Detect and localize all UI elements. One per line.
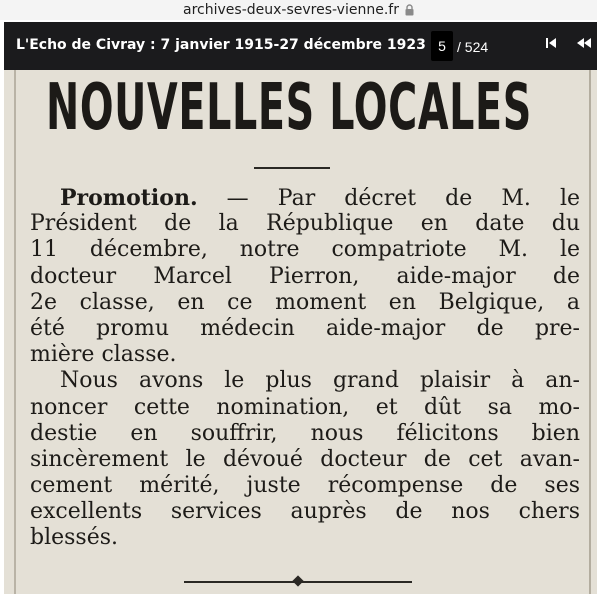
address-bar[interactable] <box>0 0 597 20</box>
page-total: / 524 <box>457 39 489 55</box>
article-line: blessés. <box>30 525 119 551</box>
article-line: Président de la République en date du <box>30 211 580 237</box>
article-line: mière classe. <box>30 342 177 368</box>
lock-icon <box>405 4 414 16</box>
article-line: noncer cette nomination, et dût sa mo- <box>30 394 580 420</box>
previous-page-icon <box>576 36 592 54</box>
article-body <box>30 185 580 552</box>
divider-ornament <box>292 575 303 586</box>
article-line: cement mérité, juste récompense de ses <box>30 473 580 499</box>
article-line: docteur Marcel Pierron, aide-major de <box>30 263 580 289</box>
column-rule-right <box>589 70 591 594</box>
column-rule-left <box>14 70 16 594</box>
article-line: Nous avons le plus grand plaisir à an- <box>60 368 580 394</box>
viewer-toolbar <box>4 22 597 70</box>
article-line: été promu médecin aide-major de pre- <box>30 315 580 341</box>
previous-page-button[interactable] <box>572 33 596 57</box>
section-headline: NOUVELLES LOCALES <box>46 71 532 145</box>
page-number-input[interactable]: 5 <box>431 31 453 61</box>
article-line: destie en souffrir, nous félicitons bien <box>30 420 580 446</box>
article-line: Promotion. — Par décret de M. le <box>60 185 580 211</box>
article-line: excellents services auprès de nos chers <box>30 499 580 525</box>
skip-to-first-icon <box>545 36 557 54</box>
article-line: sincèrement le dévoué docteur de cet avan- <box>30 446 580 472</box>
article-line: 2e classe, en ce moment en Belgique, a <box>30 289 580 315</box>
newspaper-scan <box>4 70 597 594</box>
url-text: archives-deux-sevres-vienne.fr <box>183 2 399 18</box>
document-title: L'Echo de Civray : 7 janvier 1915-27 décembre 1923 <box>16 37 426 53</box>
article-line: 11 décembre, notre compatriote M. le <box>30 237 580 263</box>
first-page-button[interactable] <box>539 33 563 57</box>
headline-divider <box>254 167 330 169</box>
